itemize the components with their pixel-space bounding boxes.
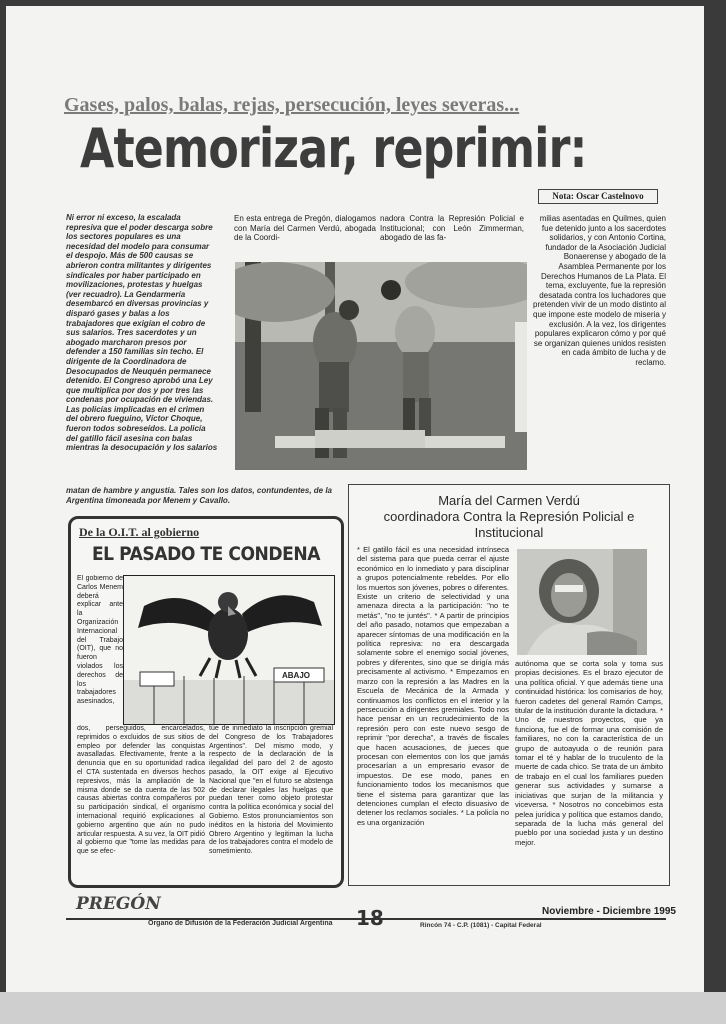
interview-box [348,484,670,886]
newspaper-page [6,6,704,992]
article-byline: Nota: Oscar Castelnovo [538,189,658,204]
verdu-portrait-photo [517,549,647,655]
article-column-3: nadora Contra la Represión Policial e Institucional; con León Zimmerman, abogado de las fa- [380,214,524,243]
sidebar-body-column-2: túe de inmediato la inscripción gremial del Congreso de los Trabajadores Argentinos". Del mismo modo, y respecto de la declaración de la ilegalidad del paro del 2 de agosto pasado, la OIT exige al Ejecutivo Nacional que "en el futuro se abstenga de declarar ilegales las huelgas que puedan tener como objeto protestar contra la política económica y social del Gobierno. Estos pronunciamientos son inéditos en la historia del Movimiento Obrero Argentino y legitiman la lucha de los trabajadores contra el modelo de sometimiento. [209,725,333,856]
interview-body-column-1: * El gatillo fácil es una necesidad intrínseca del sistema para que pueda cerrar el ajuste económico en lo inmediato y para disciplinar a grupos potencialmente rebeldes. Por ello los muertos son jóvenes, pobres o diferentes. Existe un criterio de selectividad y una amenaza directa a la participación: "no te metás", "no te juntés". * A partir de principios del año pasado, notamos que empezaban a aparecer síntomas de una modificación en la política represiva: no era descargada solamente sobre el enemigo social jóvenes, pobres y diferentes, sino que se dirigía más precisamente al activismo. * Empezamos en marzo con la represión a las Madres en la Escuela de Mecánica de la Armada y continuamos los conflictos en el interior y la persecución a dirigentes gremiales. Todo nos hace pensar en un recrudecimiento de la represión pero con este nuevo sesgo de reprimir "por derecha", a través de fiscales que hacen acusaciones, de jueces que procesan con elementos con los que jamás procesarían a un empresario evasor de impuestos. De ese modo, panes en funcionamiento todos los mecanismos que tiene el sistema para garantizar que las detenciones cumplan el efecto disuasivo de detener los reclamos sociales. * La policía no es una organización [357,545,509,827]
page-number: 18 [356,906,384,930]
interview-body-column-2: autónoma que se corta sola y toma sus propias decisiones. Es el brazo ejecutor de una política oficial. Y que además tiene una continuidad histórica: los comisarios de hoy, fueron cadetes del general Ramón Camps, titular de la institución durante la dictadura. * Uno de nuestros proyectos, que ya funciona, fue el de formar una comisión de familiares, no con la característica de un grupo de autoayuda o de reunión para tomar el té y hablar de lo truculento de la muerte de cada chico. Se trata de un ámbito de trabajo en el cual los familiares pueden generar sus actividades y sumarse a iniciativas que surjan de la militancia y viceversa. * Nosotros no concebimos esta pelea jurídica y política que estamos dando, separada de la lucha más general del pueblo por una sociedad justa y un destino mejor. [515,659,663,847]
issue-date: Noviembre - Diciembre 1995 [542,906,676,917]
scan-bottom-margin [0,992,726,1024]
footer-organization: Organo de Difusión de la Federación Judicial Argentina [148,920,333,927]
sidebar-title: EL PASADO TE CONDENA [91,543,321,565]
sidebar-body-column-1: dos, perseguidos, encarcelados, reprimidos o excluidos de sus sitios de empleo por defender las conquistas avasalladas. Efectivamente, frente a la denuncia que en su oportunidad radica el CTA sustentada en diversos hechos represivos, más la ampliación de la misma donde se da cuenta de las 502 causas abiertas contra compañeros por su participación sindical, el organismo internacional requirió explicaciones al gobierno argentino que aún no pudo articular respuesta. A su vez, la OIT pidió al gobierno que "tome las medidas para que se efec- [77,725,205,856]
pregon-logo: PREGÓN [76,894,161,914]
vulture-cartoon [123,575,335,725]
article-headline: Atemorizar, reprimir: [80,117,587,180]
article-lead: Ni error ni exceso, la escalada represiva que el poder descarga sobre los sectores populares es una necesidad del modelo para consumar el despojo. Más de 500 causas se abrieron contra militantes y dirigentes sindicales por haber participado en movilizaciones, protestas y huelgas (ver recuadro). La Gendarmería desembarcó en diversas provincias y disparó gases y balas a los trabajadores que exigían el cobro de sus salarios. Tres sacerdotes y un abogado marcharon presos por defender a 150 familias sin techo. El dirigente de la Coordinadora de Desocupados de Neuquén permanece detenido. El Congreso aprobó una Ley que multiplica por dos y por tres las condenas por ocupación de viviendas. Las policías implicadas en el crimen del obrero fueguino, Víctor Choque, fueron todos sobreseídos. La policía del gatillo fácil asesina con balas mientras la desocupación y los salarios [66,213,218,453]
article-column-2: En esta entrega de Pregón, dialogamos con María del Carmen Verdú, abogada de la Coordi- [234,214,376,243]
interview-title-line-2: coordinadora Contra la Represión Policial e [383,509,635,524]
article-lead-tail: matan de hambre y angustia. Tales son los datos, contundentes, de la Argentina timoneada por Menem y Cavallo. [66,486,332,505]
interview-title-line-3: Institucional [474,525,544,540]
footer-address: Rincón 74 - C.P. (1081) - Capital Federal [420,922,542,929]
article-column-4: milias asentadas en Quilmes, quien fue detenido junto a los sacerdotes solidarios, y con Antonio Cortina, fundador de la Asociación Judicial Bonaerense y abogado de la Asamblea Permanente por los Derechos Humanos de La Plata. El tema, excluyente, fue la represión desatada contra los luchadores que pretenden vivir de un modo distinto al que impone este modelo de miseria y exclusión. A la vez, los dirigentes populares explicaron cómo y por qué se organizan quienes unidos resisten en cada ámbito de lucha y de reclamo. [533,214,666,367]
sidebar-kicker: De la O.I.T. al gobierno [79,525,200,539]
article-kicker: Gases, palos, balas, rejas, persecución, leyes severas... [64,94,520,116]
oit-sidebar-box [68,516,344,888]
cartoon-protest-sign: ABAJO [282,671,311,680]
interview-title [349,493,669,541]
interview-title-line-1: María del Carmen Verdú [438,493,580,508]
sidebar-side-text: El gobierno de Carlos Menem deberá explicar ante la Organización Internacional del Trabajo (OIT), que no fueron violados los derechos de los trabajadores asesinados, [77,575,123,706]
repression-photo [235,262,527,470]
